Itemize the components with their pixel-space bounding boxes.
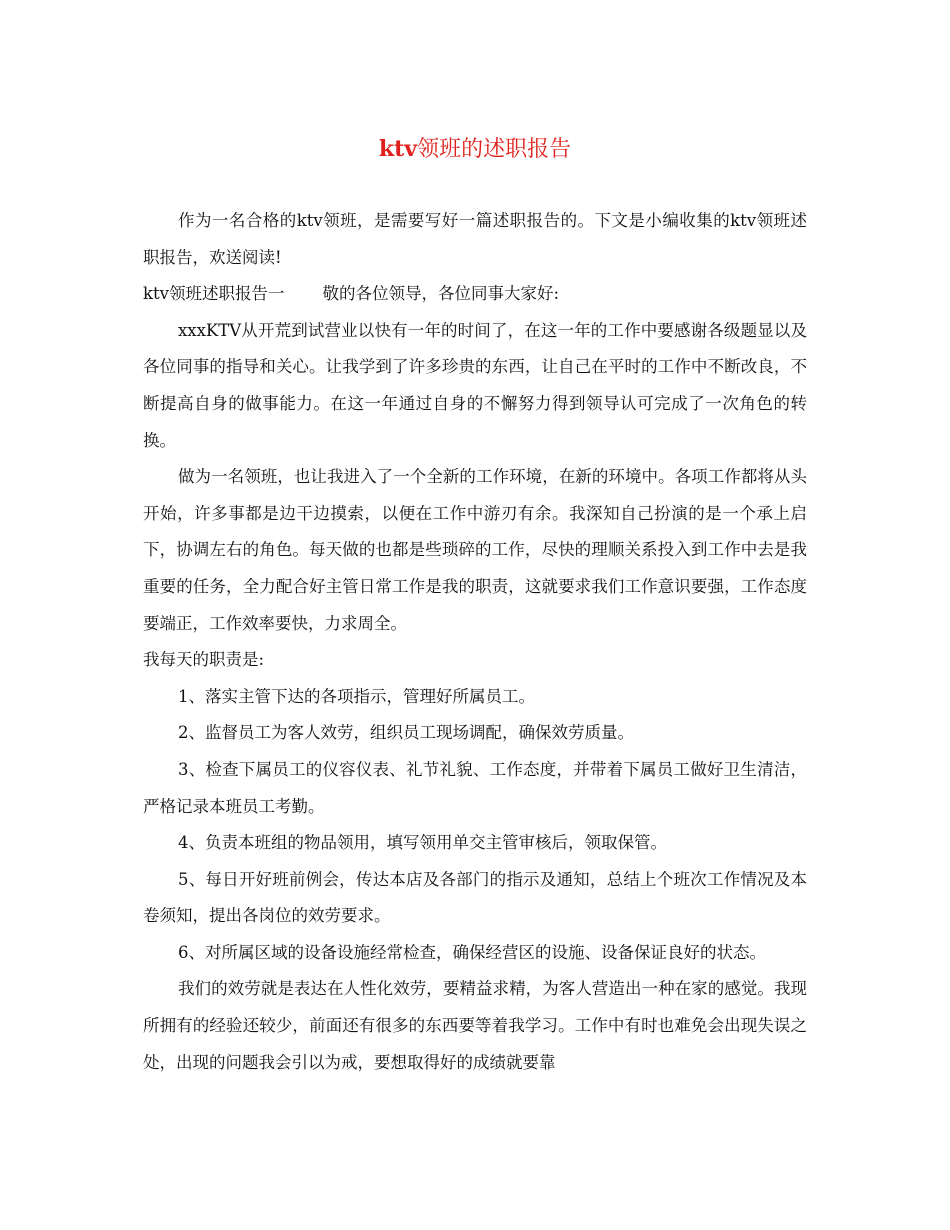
title-latin-part: ktv — [378, 136, 418, 162]
duties-heading: 我每天的职责是: — [143, 650, 265, 670]
section-heading-line — [143, 276, 807, 313]
body-paragraph: 做为一名领班，也让我进入了一个全新的工作环境，在新的环境中。各项工作都将从头开始，许多事都是边干边摸索，以便在工作中游刃有余。我深知自己扮演的是一个承上启下，协调左右的角色。每天做的也都是些琐碎的工作，尽快的理顺关系投入到工作中去是我重要的任务，全力配合好主管日常工作是我的职责，这就要求我们工作意识要强，工作态度要端正，工作效率要快，力求周全。 — [143, 467, 807, 633]
duty-item: 3、检查下属员工的仪容仪表、礼节礼貌、工作态度，并带着下属员工做好卫生清洁，严格记录本班员工考勤。 — [143, 759, 807, 816]
body-paragraph: xxxKTV从开荒到试营业以快有一年的时间了，在这一年的工作中要感谢各级题显以及各位同事的指导和关心。让我学到了许多珍贵的东西，让自己在平时的工作中不断改良，不断提高自身的做事能力。在这一年通过自身的不懈努力得到领导认可完成了一次角色的转换。 — [143, 320, 807, 450]
body-paragraph: 我们的效劳就是表达在人性化效劳，要精益求精，为客人营造出一种在家的感觉。我现所拥有的经验还较少，前面还有很多的东西要等着我学习。工作中有时也难免会出现失误之处，出现的问题我会引以为戒，要想取得好的成绩就要靠 — [143, 979, 807, 1072]
duty-item: 1、落实主管下达的各项指示，管理好所属员工。 — [178, 686, 535, 706]
duty-item: 5、每日开好班前例会，传达本店及各部门的指示及通知，总结上个班次工作情况及本卷须知，提出各岗位的效劳要求。 — [143, 869, 807, 926]
duty-item: 2、监督员工为客人效劳，组织员工现场调配，确保效劳质量。 — [178, 723, 634, 743]
section-heading: ktv领班述职报告一 — [143, 284, 285, 304]
duty-item: 4、负责本班组的物品领用，填写领用单交主管审核后，领取保管。 — [178, 833, 667, 853]
duty-item: 6、对所属区域的设备设施经常检查，确保经营区的设施、设备保证良好的状态。 — [178, 942, 766, 962]
document-body — [143, 203, 807, 1081]
title-chinese-part: 领班的述职报告 — [417, 137, 572, 162]
greeting: 敬的各位领导，各位同事大家好: — [322, 284, 560, 304]
intro-paragraph: 作为一名合格的ktv领班，是需要写好一篇述职报告的。下文是小编收集的ktv领班述职报告，欢送阅读! — [143, 211, 807, 267]
document-title — [0, 134, 950, 165]
